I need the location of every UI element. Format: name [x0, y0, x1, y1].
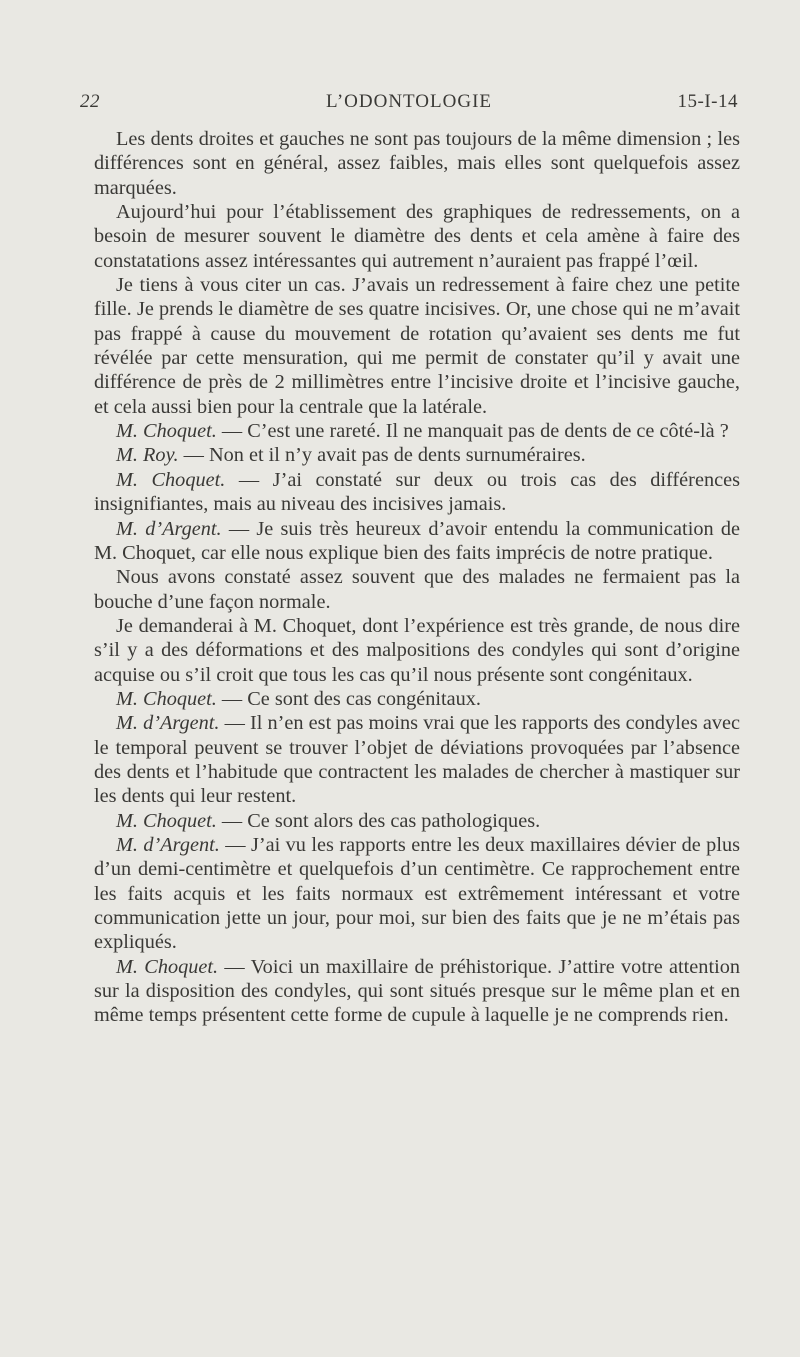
- speaker-name: M. Choquet.: [116, 955, 219, 978]
- paragraph-text: — C’est une rareté. Il ne manquait pas de dents de ce côté-là ?: [216, 420, 729, 443]
- running-header: [80, 91, 738, 117]
- paragraph: [94, 809, 740, 833]
- paragraph-text: Aujourd’hui pour l’établissement des graphiques de redressements, on a besoin de mesurer souvent le diamètre des dents et cela amène à faire des constatations assez intéressantes qui autrement n’auraient pas frappé l’œil.: [94, 201, 740, 272]
- paragraph: [94, 565, 740, 614]
- journal-title: L’ODONTOLOGIE: [325, 91, 493, 112]
- paragraph: [94, 273, 740, 419]
- paragraph-text: Je demanderai à M. Choquet, dont l’expérience est très grande, de nous dire s’il y a des déformations et des malpositions des condyles qui sont d’origine acquise ou s’il croit que tous les cas qu’il nous présente sont congénitaux.: [94, 614, 740, 686]
- paragraph: [94, 687, 740, 711]
- speaker-name: M. Choquet.: [116, 687, 217, 710]
- paragraph: [94, 711, 740, 808]
- paragraph-text: — Ce sont alors des cas pathologiques.: [216, 809, 541, 832]
- page-number: 22: [80, 91, 100, 112]
- speaker-name: M. Choquet.: [116, 468, 226, 491]
- paragraph-text: Je tiens à vous citer un cas. J’avais un redressement à faire chez une petite fille. Je prends le diamètre de ses quatre incisives. Or, une chose qui ne m’avait pas frappé à cause du mouvement de rotation qu’avaient ses dents me fut révélée par cette mensuration, qui me permit de constater qu’il y avait une différence de près de 2 millimètres entre l’incisive droite et l’incisive gauche, et cela aussi bien pour la centrale que la latérale.: [94, 274, 740, 418]
- speaker-name: M. Roy.: [116, 444, 179, 467]
- paragraph-text: — Non et il n’y avait pas de dents surnuméraires.: [178, 444, 586, 467]
- paragraph: [94, 833, 740, 955]
- paragraph-text: — Voici un maxillaire de préhistorique. J’attire votre attention sur la disposition des condyles, qui sont situés presque sur le même plan et en même temps présentent cette forme de cupule à laquelle je ne comprends rien.: [94, 955, 740, 1027]
- speaker-name: M. d’Argent.: [116, 712, 220, 735]
- paragraph-text: Les dents droites et gauches ne sont pas toujours de la même dimension ; les différences sont en général, assez faibles, mais elles sont quelquefois assez marquées.: [94, 128, 740, 199]
- speaker-name: M. Choquet.: [116, 809, 217, 832]
- speaker-name: M. Choquet.: [116, 420, 217, 443]
- speaker-name: M. d’Argent.: [116, 517, 222, 540]
- paragraph-text: Nous avons constaté assez souvent que des malades ne fermaient pas la bouche d’une façon normale.: [94, 566, 740, 613]
- paragraph-text: — J’ai vu les rapports entre les deux maxillaires dévier de plus d’un demi-centimètre et quelquefois d’un centimètre. Ce rapprochement entre les faits acquis et les faits normaux est extrêmement intéressant et votre communication jette un jour, pour moi, sur bien des faits que je ne m’étais pas expliqués.: [94, 833, 740, 954]
- speaker-name: M. d’Argent.: [116, 833, 220, 856]
- paragraph: [94, 614, 740, 687]
- paragraph: [94, 419, 740, 443]
- paragraph-text: — J’ai constaté sur deux ou trois cas des différences insignifiantes, mais au niveau des incisives jamais.: [94, 468, 740, 516]
- paragraph: [94, 443, 740, 467]
- paragraph: [94, 127, 740, 200]
- paragraph-text: — Ce sont des cas congénitaux.: [216, 687, 482, 710]
- paragraph-text: — Il n’en est pas moins vrai que les rapports des condyles avec le temporal peuvent se trouver l’objet de déviations provoquées par l’absence des dents et l’habitude que contractent les malades de chercher à mastiquer sur les dents qui leur restent.: [94, 712, 740, 808]
- paragraph: [94, 200, 740, 273]
- paragraph: [94, 468, 740, 517]
- paragraph: [94, 517, 740, 566]
- issue-date: 15-I-14: [677, 91, 738, 112]
- paragraph: [94, 955, 740, 1028]
- body-text: [94, 127, 740, 1028]
- paragraph-text: — Je suis très heureux d’avoir entendu la communication de M. Choquet, car elle nous explique bien des faits imprécis de notre pratique.: [94, 517, 740, 564]
